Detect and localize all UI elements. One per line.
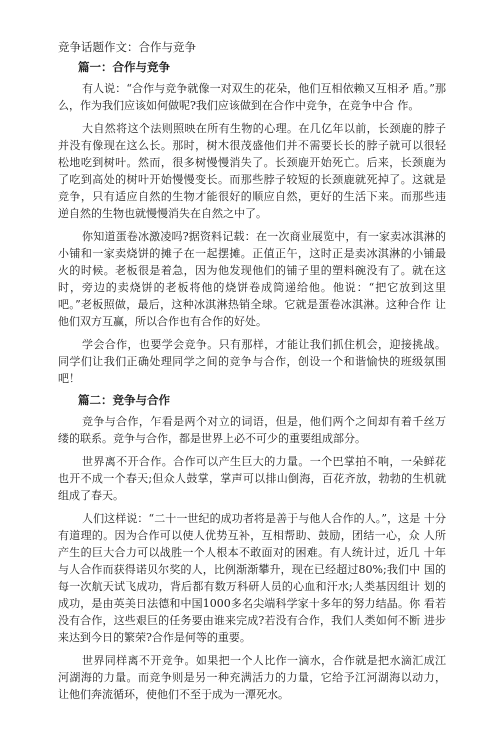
paragraph: 大自然将这个法则照映在所有生物的心理。在几亿年以前，长颈鹿的脖子 并没有像现在这么长。那时，树木很茂盛他们并不需要长长的脖子就可以很轻 松地吃到树叶。然而，很多树慢慢消失了。长颈鹿开始死亡。后来，长颈鹿为 了吃到高处的树叶开始慢慢变长。而那些脖子较短的长颈鹿就死掉了。这就是 竞争，只有适应自然的生物才能很好的顺应自然，更好的生活下来。而那些违 逆自然的生物也就慢慢消失在自然之中了。 bbox=[58, 122, 446, 220]
section-heading-2: 篇二：竞争与合作 bbox=[78, 393, 170, 407]
document-title: 竞争话题作文：合作与竞争 bbox=[58, 40, 196, 54]
paragraph: 竞争与合作，乍看是两个对立的词语，但是，他们两个之间却有着千丝万 缕的联系。竞争与合作，都是世界上必不可少的重要组成部分。 bbox=[58, 415, 446, 445]
paragraph: 学会合作，也要学会竞争。只有那样，才能让我们抓住机会，迎接挑战。 同学们让我们正确处理同学之间的竞争与合作，创设一个和谐愉快的班级氛围 吧！ bbox=[58, 338, 446, 385]
paragraph: 人们这样说：“二十一世纪的成功者将是善于与他人合作的人。”，这是 十分有道理的。因为合作可以使人优势互补，互相帮助、鼓励，团结一心，众 人所产生的巨大合力可以战胜一个人根本不敢面对的困难。有人统计过，近几 十年与人合作而获得诺贝尔奖的人，比例渐渐攀升，现在已经超过80%;我们中 国的每一次航天试飞成功，背后都有数万科研人员的心血和汗水;人类基因组计 划的成功，是由英美日法德和中国1000多名尖端科学家十多年的努力结晶。你 看若没有合作，这些艰巨的任务要由谁来完成?若没有合作，我们人类如何不断 进步来达到今日的繁荣?合作是何等的重要。 bbox=[58, 512, 446, 644]
paragraph: 你知道蛋卷冰激凌吗?据资料记载：在一次商业展览中，有一家卖冰淇淋的 小铺和一家卖烧饼的摊子在一起摆摊。正值正午，这时正是卖冰淇淋的小铺最 火的时候。老板很是着急，因为他发现他们的铺子里的塑料碗没有了。就在这 时，旁边的卖烧饼的老板将他的烧饼卷成筒递给他。他说：“把它放到这里 吧。”老板照做，最后，这种冰淇淋热销全球。它就是蛋卷冰淇淋。这种合作 让他们双方互赢，所以合作也有合作的好处。 bbox=[58, 230, 446, 328]
paragraph: 世界同样离不开竞争。如果把一个人比作一滴水，合作就是把水滴汇成江 河湖海的力量。而竞争则是另一种充满活力的力量，它给予江河湖海以动力， 让他们奔流循环，使他们不至于成为一潭死水。 bbox=[58, 654, 446, 701]
section-heading-1: 篇一：合作与竞争 bbox=[78, 60, 170, 74]
paragraph: 世界离不开合作。合作可以产生巨大的力量。一个巴掌拍不响，一朵鲜花 也开不成一个春天;但众人鼓掌，掌声可以排山倒海，百花齐放，勃勃的生机就 组成了春天。 bbox=[58, 455, 446, 502]
paragraph: 有人说：“合作与竞争就像一对双生的花朵，他们互相依赖又互相矛 盾。”那么，作为我们应该如何做呢?我们应该做到在合作中竞争，在竞争中合 作。 bbox=[58, 82, 446, 112]
